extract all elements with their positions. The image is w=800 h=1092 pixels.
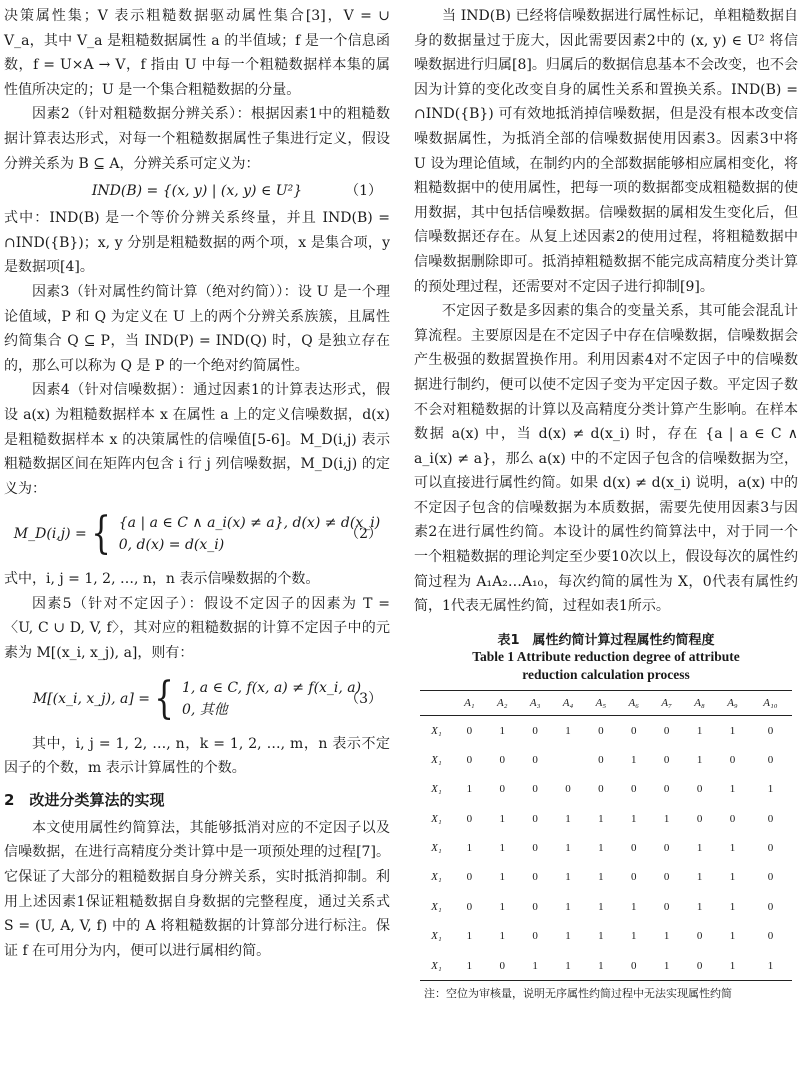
paragraph-factor-2: 因素2（针对粗糙数据分辨关系）：根据因素1中的粗糙数据计算表达形式，对每一个粗糙数据属性子集进行定义，假设分辨关系为 B ⊆ A，分辨关系可定义为： [4,106,390,172]
table-row-label: X₁ [431,900,442,913]
equation-3-cases [150,672,362,724]
table-cell: 0 [631,871,637,884]
equation-2-case-1: {a | a ∈ C ∧ a_i(x) ≠ a}, d(x) ≠ d(x_i) [118,515,381,532]
table-cell: 0 [532,724,538,737]
table-cell: 1 [696,842,703,855]
paragraph-equation-1-explanation: 式中：IND(B) 是一个等价分辨关系终量，并且 IND(B) = ∩IND({B})；x, y 分别是粗糙数据的两个项，x 是集合项，y 是数据项[4]。 [4,210,390,276]
table-header-cell: A₇ [650,690,683,715]
equation-3 [4,670,390,728]
table-cell: 1 [663,930,670,943]
paragraph-equation-3-explanation: 其中，i, j = 1, 2, …, n，k = 1, 2, …, m，n 表示不定因子的个数，m 表示计算属性的个数。 [4,735,390,777]
table-row [420,804,792,833]
table-body [420,715,792,981]
paragraph-uncertain-factor: 不定因子数是多因素的集合的变量关系，其可能会混乱计算流程。主要原因是在不定因子中存在信噪数据，信噪数据会产生极强的数据置换作用。利用因素4对不定因子中的信噪数据进行制约，便可以使不定因子变为平定因子数。平定因子数不会对粗糙数据的计算以及高精度分类计算产生影响。在样本数据 a(x) 中，当 d(x) ≠ d(x_i) 时，存在 {a | a ∈ C ∧ a_i(x) ≠ a}，那么 a(x) 中的不定因子包含的信噪数据为空，可以直接进行属性约简。如果 d(x) ≠ d(x_i) 说明，a(x) 中的不定因子包含的信噪数据为本质数据，需要先使用因素3与因素2在进行属性约简。本设计的属性约简算法中，对于同一个一个粗糙数据的理论判定至少要10次以上，假设每次的属性约简过程为 A₁A₂…A₁₀，每次约简的属性为 X，0代表有属性约简，1代表无属性约简，过程如表1所示。 [414,303,798,615]
table-cell: 1 [466,783,473,796]
equation-1-body: IND(B) = {(x, y) | (x, y) ∈ U²} [91,183,303,200]
table-cell [552,745,585,774]
table-cell: 0 [663,842,670,855]
table-row [420,745,792,774]
table-cell: 1 [650,951,683,981]
equation-3-brace: { [154,672,174,724]
table-cell: 1 [598,900,604,913]
table-caption-english-line-1: Table 1 Attribute reduction degree of attribute [472,648,740,664]
paragraph-factor-3: 因素3（针对属性约简计算（绝对约简））：设 U 是一个理论值域，P 和 Q 为定义在 U 上的两个分辨关系族簇，且属性约简集合 Q ⊆ P，当 IND(P) = IND(Q) 时，Q 是独立存在的，那么可以称为 Q 是 P 的一个绝对约简属性。 [4,283,390,374]
table-cell: 1 [598,842,604,855]
table-cell: 0 [532,753,538,766]
paragraph-noise-handling: 当 IND(B) 已经将信噪数据进行属性标记，单粗糙数据自身的数据量过于庞大，因此需要因素2中的 (x, y) ∈ U² 将信噪数据进行归属[8]。归属后的数据信息基本不会改变，也不会因为计算的变化改变自身的属性关系和置换关系。IND(B) = ∩IND({B}) 可有效地抵消掉信噪数据，但是没有根本改变信噪数据属性，为抵消全部的信噪数据使用因素3。因素3中将 U 设为理论值域，在制约内的全部数据能够相应属相变化，将粗糙数据中的使用属性，把每一项的数据都变成粗糙数据的使用数据，其中包括信噪数据。信噪数据的属相发生变化后，但信噪数据还存在。从复上述因素2的使用过程，将粗糙数据中信噪数据删除即可。抵消掉粗糙数据不能完成高精度分类计算的预处理过程，还需要对不定因子进行抑制[9]。 [414,8,798,295]
table-row-label: X₁ [431,783,442,796]
table-cell: 0 [532,842,538,855]
table-cell: 1 [696,900,703,913]
table-cell: 0 [631,783,637,796]
table-cell: 1 [729,783,736,796]
table-cell: 1 [565,900,571,913]
table-cell: 1 [565,812,571,825]
table-cell: 0 [565,783,571,796]
right-column [414,4,798,1001]
table-caption-english-line-2: reduction calculation process [522,666,690,682]
table-row [420,951,792,981]
table-header-row [420,690,792,715]
equation-2-number: （2） [345,526,382,543]
equation-2 [4,505,390,563]
table-row [420,922,792,951]
table-cell: 0 [499,753,505,766]
table-cell: 1 [499,900,505,913]
paragraph-section-2-intro: 本文使用属性约简算法，其能够抵消对应的不定因子以及信噪数据，在进行高精度分类计算中是一项预处理的过程[7]。它保证了大部分的粗糙数据自身分辨关系，实时抵消抑制。利用上述因素1保证粗糙数据自身数据的完整程度，通过关系式 S = (U, A, V, f) 中的 A 将粗糙数据的计算部分进行标注。保证 f 在可用分为内，便可以进行属相约简。 [4,819,390,959]
table-cell: 0 [486,951,519,981]
table-row [420,833,792,862]
table-cell: 1 [552,951,585,981]
table-row-label: X₁ [431,812,442,825]
table-cell: 0 [663,724,670,737]
table-cell: 0 [532,812,538,825]
section-heading: 2 改进分类算法的实现 [4,790,165,809]
table-cell: 1 [729,724,736,737]
table-cell: 0 [598,753,604,766]
table-cell: 0 [767,930,774,943]
table-cell: 0 [663,900,670,913]
table-cell: 0 [696,930,703,943]
table-cell: 1 [696,724,703,737]
equation-3-case-1: 1, a ∈ C, f(x, a) ≠ f(x_i, a) [181,679,362,696]
table-row [420,715,792,745]
table-header-cell: A₁₀ [749,690,792,715]
table-cell: 1 [499,812,505,825]
table-cell: 0 [631,724,637,737]
table-cell: 1 [663,812,670,825]
table-cell: 0 [767,724,774,737]
table-cell: 1 [584,951,617,981]
table-cell: 1 [631,753,637,766]
table-cell: 0 [663,753,670,766]
table-cell: 0 [767,871,774,884]
attribute-reduction-table [420,690,792,982]
equation-3-case-2: 0, 其他 [181,701,228,718]
table-cell: 0 [598,724,604,737]
table-cell: 0 [631,842,637,855]
table-cell: 1 [729,930,736,943]
table-header-cell [420,690,453,715]
equation-2-lhs: M_D(i,j) = [13,526,87,543]
paragraph-factor-5: 因素5（针对不定因子）：假设不定因子的因素为 T = 〈U, C ∪ D, V, f〉，其对应的粗糙数据的计算不定因子中的元素为 M[(x_i, x_j), a]，则有： [4,595,390,662]
table-cell: 1 [598,930,604,943]
paragraph-equation-2-explanation: 式中，i, j = 1, 2, …, n，n 表示信噪数据的个数。 [4,571,320,588]
table-cell: 1 [499,842,505,855]
table-cell: 0 [466,871,473,884]
table-row-label: X₁ [431,871,442,884]
table-cell: 0 [696,812,703,825]
equation-1-number: （1） [345,183,382,200]
table-row [420,775,792,804]
equation-1 [4,180,390,202]
table-cell: 1 [729,900,736,913]
table-cell: 0 [499,783,505,796]
table-cell: 1 [598,871,604,884]
table-cell: 1 [631,812,637,825]
left-column [4,4,390,963]
table-header-cell: A₅ [584,690,617,715]
equation-3-lhs: M[(x_i, x_j), a] = [32,690,150,707]
table-cell: 0 [532,871,538,884]
table-cell: 0 [683,951,716,981]
table-cell: 0 [466,900,473,913]
table-cell: 1 [631,900,637,913]
equation-2-brace: { [90,508,111,560]
table-header-cell: A₆ [617,690,650,715]
table-cell: 0 [767,812,774,825]
table-cell: 1 [565,724,571,737]
table-cell: 0 [466,753,473,766]
table-row-label: X₁ [431,842,442,855]
table-caption-chinese: 表1 属性约简计算过程属性约简程度 [497,632,715,648]
table-cell: 0 [617,951,650,981]
equation-2-case-2: 0, d(x) = d(x_i) [118,537,225,554]
table-cell: 1 [598,812,604,825]
table-cell: 1 [453,951,486,981]
table-header-cell: A₉ [716,690,749,715]
table-cell: 1 [499,871,505,884]
table-cell: 1 [716,951,749,981]
table-cell: 1 [729,871,736,884]
table-cell: 0 [466,812,473,825]
table-header-cell: A₄ [552,690,585,715]
table-cell: 0 [532,783,538,796]
table-cell: 1 [519,951,552,981]
paragraph-attribute-definitions: 决策属性集；V 表示粗糙数据驱动属性集合[3]，V = ∪ V_a，其中 V_a 是粗糙数据属性 a 的半值域；f 是一个信息函数，f = U×A → V，f 指由 U 中每一个粗糙数据样本集的属性值所决定的；U 是一个集合粗糙数据的分量。 [4,8,390,98]
table-cell: 0 [598,783,604,796]
table-row-label: X₁ [431,930,442,943]
equation-2-cases [87,508,381,560]
table-cell: 0 [532,900,538,913]
table-cell: 0 [767,900,774,913]
table-cell: 0 [767,842,774,855]
table-cell: 1 [696,871,703,884]
table-cell: 1 [767,783,774,796]
table-cell: 0 [466,724,473,737]
table-row [420,863,792,892]
table-cell: 0 [729,753,736,766]
table-cell: 0 [663,871,670,884]
table-cell: 1 [729,842,736,855]
table-header-cell: A₂ [486,690,519,715]
table-cell: 1 [749,951,792,981]
table-cell: 1 [565,930,571,943]
table-row-label: X₁ [431,724,442,737]
paragraph-factor-4: 因素4（针对信噪数据）：通过因素1的计算表达形式，假设 a(x) 为粗糙数据样本 x 在属性 a 上的定义信噪数据，d(x) 是粗糙数据样本 x 的决策属性的信噪值[5-6]。M_D(i,j) 表示粗糙数据区间在矩阵内包含 i 行 j 列信噪数据，M_D(i,j) 的定义为： [4,382,390,497]
table-note: 注：空位为审核量，说明无序属性约简过程中无法实现属性约简 [424,987,732,1001]
equation-3-number: （3） [345,690,382,707]
table-cell: 1 [466,842,473,855]
table-header-cell: A₁ [453,690,486,715]
table-cell: 0 [767,753,774,766]
table-cell: 1 [565,842,571,855]
table-cell: 1 [499,724,505,737]
table-cell: 1 [565,871,571,884]
table-header-cell: A₃ [519,690,552,715]
table-cell: 1 [631,930,637,943]
table-cell: 1 [499,930,505,943]
table-cell: 0 [663,783,670,796]
table-row-label: X₁ [431,753,442,766]
table-header-cell: A₈ [683,690,716,715]
table-cell: 0 [729,812,736,825]
table-cell: 1 [466,930,473,943]
table-cell: 1 [696,753,703,766]
table-row-label: X₁ [420,951,453,981]
table-cell: 0 [532,930,538,943]
table-cell: 0 [696,783,703,796]
table-row [420,892,792,921]
